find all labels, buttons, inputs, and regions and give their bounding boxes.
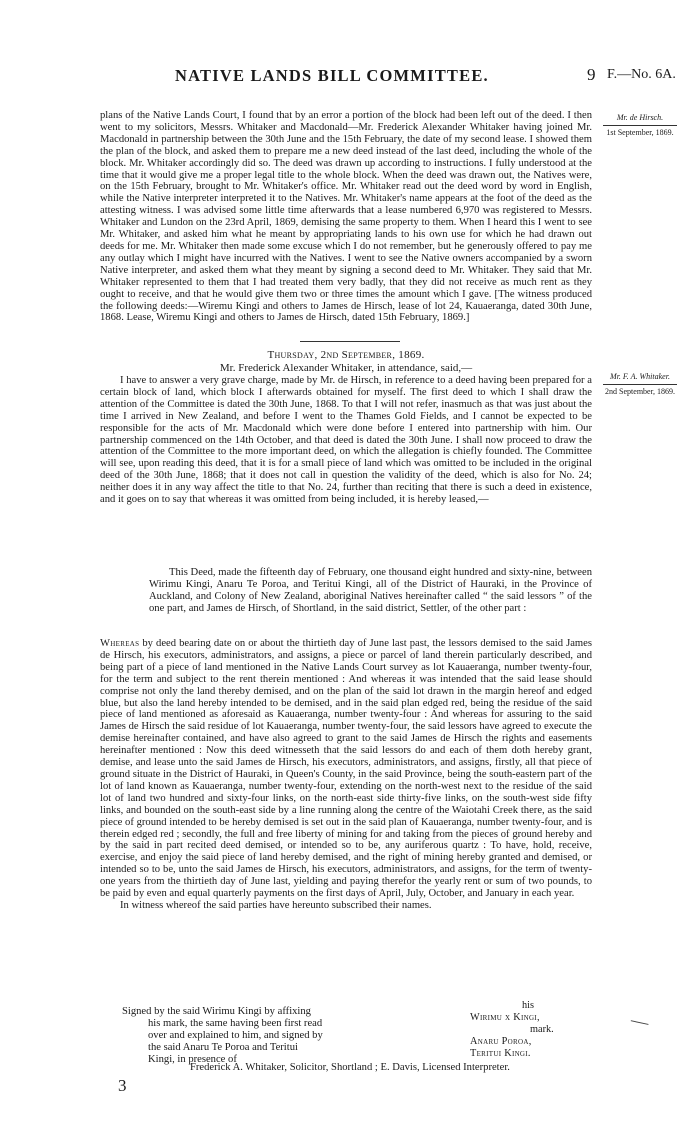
signing-clause (122, 1006, 412, 1066)
margin-note-whitaker (600, 372, 680, 397)
deed-opening (149, 567, 592, 615)
margin-note-speaker: Mr. F. A. Whitaker. (610, 372, 670, 381)
signatory-teritui: Teritui Kingi. (470, 1047, 531, 1059)
margin-note-date: 2nd September, 1869. (603, 384, 677, 397)
signatory-anaru: Anaru Poroa, (470, 1035, 532, 1047)
margin-stroke (629, 1020, 648, 1031)
deed-opening-text: This Deed, made the fifteenth day of February, one thousand eight hundred and sixty-nine, between Wirimu Kingi, Anaru Te Poroa, and Teritui Kingi, all of the District of Hauraki, in the Province of Auckland, and Colony of New Zealand, aboriginal Natives hereinafter called “ the said lessors ” of the one part, and James de Hirsch, of Shortland, in the said district, Settler, of the other part : (149, 567, 592, 614)
signing-line: Kingi, in presence of (148, 1053, 237, 1065)
signatory-wirimu: Wirimu x Kingi, (470, 1011, 540, 1023)
page-title: NATIVE LANDS BILL COMMITTEE. (175, 66, 489, 85)
signatory-names (470, 1000, 610, 1060)
document-reference: F.—No. 6A. (607, 67, 676, 82)
date-heading: Thursday, 2nd September, 1869. (267, 349, 425, 361)
margin-note-date: 1st September, 1869. (603, 125, 677, 138)
statement-paragraph: I have to answer a very grave charge, made by Mr. de Hirsch, in reference to a deed having been prepared for a certain block of land, which block I afterwards obtained for myself. The first deed to which I shall draw the attention of the Committee is dated the 30th June, 1868. To that I will not refer, inasmuch as that was just about the time I arrived in New Zealand, and before I went to the Thames Gold Fields, and I cannot be expected to be responsible for the acts of Mr. Macdonald which were done before I entered into partnership with him. Our partnership commenced on the 14th October, and that deed is dated the 30th June. I shall now proceed to draw the attention of the Committee to the more important deed, on which the allegation is chiefly founded. The Committee will see, upon reading this deed, that it is for a small piece of land which was omitted to be included in the original deed of the 30th June, 1868; that it does not call in question the validity of the deed, which is also for No. 24; neither does it in any way affect the title to that No. 24, further than reciting that there is such a deed in existence, and it goes on to say that whereas it was omitted from being included, it is hereby leased,— (100, 375, 592, 506)
section-divider (300, 341, 400, 342)
attendance-line: Mr. Frederick Alexander Whitaker, in attendance, said,— (219, 362, 473, 374)
signing-line: over and explained to him, and signed by (148, 1029, 323, 1041)
page-header (0, 66, 700, 86)
margin-note-de-hirsch (600, 113, 680, 138)
whitaker-statement (100, 375, 592, 506)
margin-note-speaker: Mr. de Hirsch. (616, 113, 664, 122)
testimony-paragraph: plans of the Native Lands Court, I found that by an error a portion of the block had been left out of the deed. I then went to my solicitors, Messrs. Whitaker and Macdonald—Mr. Frederick Alexander Whitaker having joined Mr. Macdonald in partnership between the 30th June and the 15th February, the date of my second lease. I showed them the plan of the block, and asked them to prepare me a new deed instead of the last deed, including the whole of the block. Mr. Whitaker accordingly did so. The deed was drawn up according to instructions. I fully understood at the time that it would give me a proper legal title to the whole block. When the deed was drawn out, the Natives were, on the 15th February, brought to Mr. Whitaker's office. Mr. Whitaker read out the deed word by word in English, while the Native interpreter interpreted it to the Natives. Mr. Whitaker's name appears at the foot of the deed as the attesting witness. I was advised some little time afterwards that a lease numbered 6,970 was registered to Messrs. Whitaker and Lundon on the 23rd April, 1869, demising the same property to them. When I heard this I went to see Mr. Whitaker, and asked him what he meant by appropriating lands to his own use for which he had drawn out deeds for me. Mr. Whitaker then made some excuse which I do not remember, but he generously offered to pay me any outlay which I might have incurred with the Natives. I went to see the Native owners accompanied by a sworn Native interpreter, and asked them what they meant by signing a second deed to Mr. Whitaker. They said that Mr. Whitaker represented to them that I had treated them very badly, that they did not receive as much rent as they ought to receive, and that he would give them two or three times the amount which I gave. [The witness produced the following deeds:—Wiremu Kingi and others to James de Hirsch, lease of lot 24, Kauaeranga, dated 30th June, 1868. Lease, Wiremu Kingi and others to James de Hirsch, dated 15th February, 1869.] (100, 110, 592, 324)
signing-line: Signed by the said Wirimu Kingi by affixing (122, 1006, 311, 1017)
folio-number: 3 (118, 1076, 127, 1095)
signing-line: his mark, the same having been first read (148, 1017, 323, 1029)
deed-body (100, 638, 592, 912)
deed-body-text: by deed bearing date on or about the thirtieth day of June last past, the lessors demised to the said James de Hirsch, his executors, administrators, and assigns, a piece or parcel of land therein particularly described, and being part of a piece of land mentioned in the Native Lands Court survey as lot Kauaeranga, number twenty-four, for the term and subject to the rent therein mentioned : And whereas it was intended that the said lease should comprise not only the land thereby demised, and on the plan of the said lot drawn in the margin hereof and edged blue, but also the land hereby intended to be demised, and in the said plan edged red, being the residue of the said piece of land mentioned as aforesaid as Kauaeranga, number twenty-four : And whereas for assuring to the said James de Hirsch the said residue of lot Kauaeranga, number twenty-four, the said lessors have agreed to execute the demise hereinafter contained, and have also agreed to grant to the said James de Hirsch the rights and easements hereinafter mentioned : Now this deed witnesseth that the said lessors do and each of them doth hereby grant, demise, and lease unto the said James de Hirsch, his executors, administrators, and assigns, firstly, all that piece of ground situate in the District of Hauraki, in Queen's County, in the said Province, being the south-eastern part of the lot of land known as Kauaeranga, number twenty-four, extending on the north-west next to the residue of the said lot of land two hundred and sixty-four links, on the north-east side thirty-five links, on the south-west side fifty links, and bounded on the south-east side by a line running along the centre of the Waiotahi Creek there, as the said piece of ground intended to be hereby demised is set out in the said plan of Kauaeranga, number twenty-four, and is therein edged red ; secondly, the full and free liberty of mining for and taking from the pieces of ground hereby and by the said in part recited deed demised, or intended so to be, any auriferous quartz : To have, hold, receive, exercise, and enjoy the said piece of land hereby demised, and the right of mining hereby granted and demised, or intended so to be, unto the said James de Hirsch, his executors, administrators, and assigns, for the term of twenty-one years from the thirtieth day of June last, yielding and paying therefor the yearly rent or sum of two pounds, to be paid by even and equal quarterly payments on the first days of April, July, October, and January in each year. (100, 638, 592, 900)
signing-line: the said Anaru Te Poroa and Teritui (148, 1041, 298, 1053)
his-label: his (522, 1000, 535, 1011)
witness-clause: In witness whereof the said parties have hereunto subscribed their names. (120, 899, 432, 911)
page-number: 9 (587, 65, 596, 84)
attesting-witnesses: Frederick A. Whitaker, Solicitor, Shortland ; E. Davis, Licensed Interpreter. (190, 1062, 510, 1073)
mark-label: mark. (530, 1023, 554, 1035)
whereas-word: Whereas (100, 638, 140, 649)
testimony-continuation (100, 110, 592, 324)
